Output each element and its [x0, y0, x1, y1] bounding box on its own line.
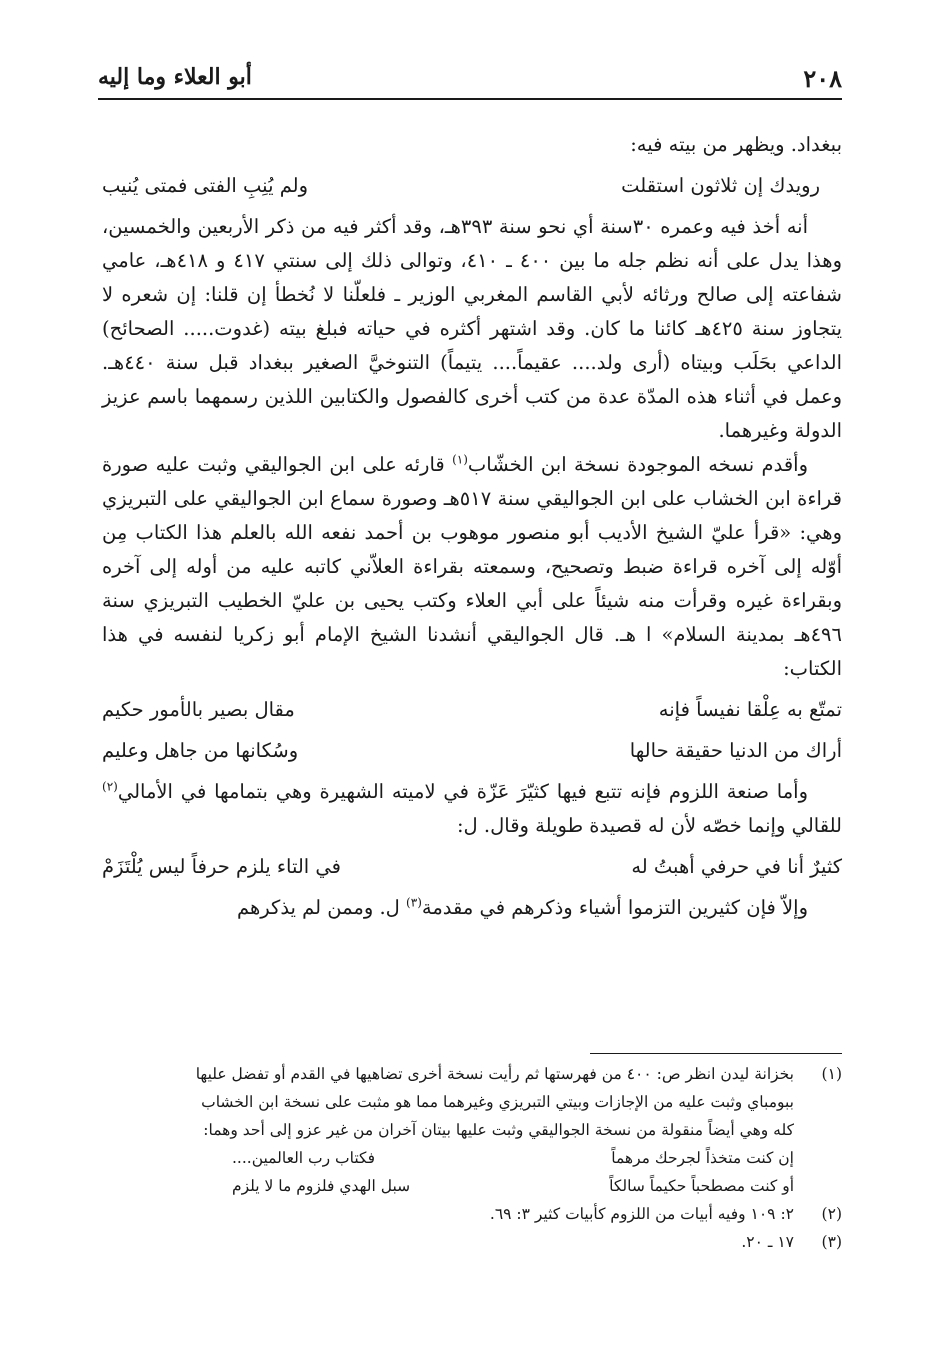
footnote-1-text: بخزانة ليدن انظر ص: ٤٠٠ من فهرستها ثم رأيت نسخة أخرى تضاهيها في القدم أو تفضل عليها	[195, 1065, 794, 1083]
paragraph-5-part-b: ل. وممن لم يذكرهم	[237, 896, 407, 919]
verse-3-hemistich-1: أراك من الدنيا حقيقة حالها	[629, 739, 842, 762]
footnote-ref-2[interactable]: (٢)	[102, 779, 118, 794]
footnote-1-verse-1-hemistich-2: فكتاب رب العالمين....	[232, 1149, 375, 1167]
verse-1-hemistich-1: رويدك إن ثلاثون استقلت	[621, 174, 820, 197]
paragraph-2: أنه أخذ فيه وعمره ٣٠سنة أي نحو سنة ٣٩٣هـ، وقد أكثر فيه من ذكر الأربعين والخمسين، وهذا يدل على أنه نظم جله ما بين ٤٠٠ ـ ٤١٠، وتوالى ذلك إلى سنتي ٤١٧ و ٤١٨هـ، عامي شفاعته إلى صالح ورثائه لأبي القاسم المغربي الوزير ـ فلعلّنا لا نُخطأ إن قلنا: إن شعره لا يتجاوز سنة ٤٢٥هـ كائنا ما كان. وقد اشتهر أكثره في حياته فبلغ بيته (غدوت..... الصحائح) الداعي بحَلَب وبيتاه (أرى ولد.... عقيماً.... يتيماً) التنوخيَّ الصغير ببغداد قبل سنة ٤٤٠هـ. وعمل في أثناء هذه المدّة عدة من كتب أخرى كالفصول والكتابين اللذين رسمهما باسم عزيز الدولة وغيرهما.	[102, 215, 843, 442]
verse-3-hemistich-2: وسُكانها من جاهل وعليم	[102, 739, 299, 762]
paragraph-4-part-a: وأما صنعة اللزوم فإنه تتبع فيها كثيّرَ عَزّة في لاميته الشهيرة وهي بتمامها في الأمالي	[117, 780, 808, 803]
footnote-1-line-3: كله وهي أيضاً منقولة من نسخة الجواليقي وثبت عليها بيتان آخران من غير عزو إلى أحد وهما:	[203, 1121, 794, 1139]
footnote-separator	[590, 1053, 842, 1054]
footnote-1	[102, 1060, 842, 1088]
footnote-2-number: (٢)	[821, 1205, 842, 1223]
footnote-ref-3[interactable]: (٣)	[406, 895, 422, 910]
paragraph-3-part-b: قارئه على ابن الجواليقي وثبت عليه صورة قراءة ابن الخشاب على ابن الجواليقي سنة ٥١٧هـ وصورة سماع ابن الجواليقي على التبريزي وهي: «قرأ عليّ الشيخ الأديب أبو منصور موهوب بن أحمد نفعه الله بالعلم هذا الكتاب مِن أوّله إلى آخره قراءة ضبط وتصحيح، وسمعته بقراءة العلاّني كاتبه عليه من أوله إلى آخره وبقراءة غيره وقرأت منه شيئاً على أبي العلاء وكتب يحيى بن عليّ الخطيب التبريزي سنة ٤٩٦هـ بمدينة السلام» ا هـ. قال الجواليقي أنشدنا الشيخ الإمام أبو زكريا لنفسه في هذا الكتاب:	[102, 453, 842, 680]
verse-2	[102, 693, 842, 727]
verse-4	[102, 850, 842, 884]
main-text	[102, 128, 842, 925]
verse-1-hemistich-2: ولم يُنِبِ الفتى فمتى يُنيب	[102, 174, 309, 197]
footnote-2-text: ٢: ١٠٩ وفيه أبيات من اللزوم كأبيات كثير ٣: ٦٩.	[489, 1205, 794, 1223]
footnote-1-verse-2	[102, 1172, 842, 1200]
footnote-1-number: (١)	[821, 1065, 842, 1083]
paragraph-4	[102, 775, 842, 843]
footnote-ref-1[interactable]: (١)	[452, 452, 468, 467]
footnote-1-verse-1-hemistich-1: إن كنت متخذاً لجرحك مرهماً	[611, 1149, 794, 1167]
verse-4-hemistich-1: كثيرٌ أنا في حرفي أهبتُ له	[631, 855, 842, 878]
verse-2-hemistich-1: تمتّع به عِلْقا نفيساً فإنه	[658, 698, 842, 721]
paragraph-5-part-a: وإلاّ فإن كثيرين التزموا أشياء وذكرهم في مقدمة	[421, 896, 808, 919]
footnote-3	[102, 1228, 842, 1256]
paragraph-1: ببغداد. ويظهر من بيته فيه:	[630, 133, 842, 156]
running-head: أبو العلاء وما إليه	[98, 64, 252, 90]
paragraph-5	[102, 891, 842, 925]
verse-3	[102, 734, 842, 768]
page-number: ٢٠٨	[803, 64, 842, 93]
footnote-1-verse-2-hemistich-1: أو كنت مصطحباً حكيماً سالكاً	[609, 1177, 794, 1195]
footnote-3-text: ١٧ ـ ٢٠.	[741, 1233, 794, 1251]
verse-1	[102, 169, 842, 203]
footnote-3-number: (٣)	[821, 1233, 842, 1251]
verse-4-hemistich-2: في التاء يلزم حرفاً ليس يُلْتَزَمْ	[102, 855, 341, 878]
footnote-1-verse-1	[102, 1144, 842, 1172]
footnote-2	[102, 1200, 842, 1228]
paragraph-3	[102, 448, 842, 686]
footnotes	[102, 1058, 842, 1256]
footnote-1-line-2: ببومباي وثبت عليه من الإجازات وبيتي التبريزي وغيرهما مما هو مثبت على نسخة ابن الخشاب	[201, 1093, 794, 1111]
footnote-1-verse-2-hemistich-2: سبل الهدي فلزوم ما لا يلزم	[232, 1177, 411, 1195]
paragraph-4-part-b: للقالي وإنما خصّه لأن له قصيدة طويلة وقال. ل:	[456, 814, 842, 837]
paragraph-3-part-a: وأقدم نسخه الموجودة نسخة ابن الخشّاب	[467, 453, 808, 476]
page-header	[98, 62, 842, 100]
verse-2-hemistich-2: مقال بصير بالأمور حكيم	[102, 698, 295, 721]
